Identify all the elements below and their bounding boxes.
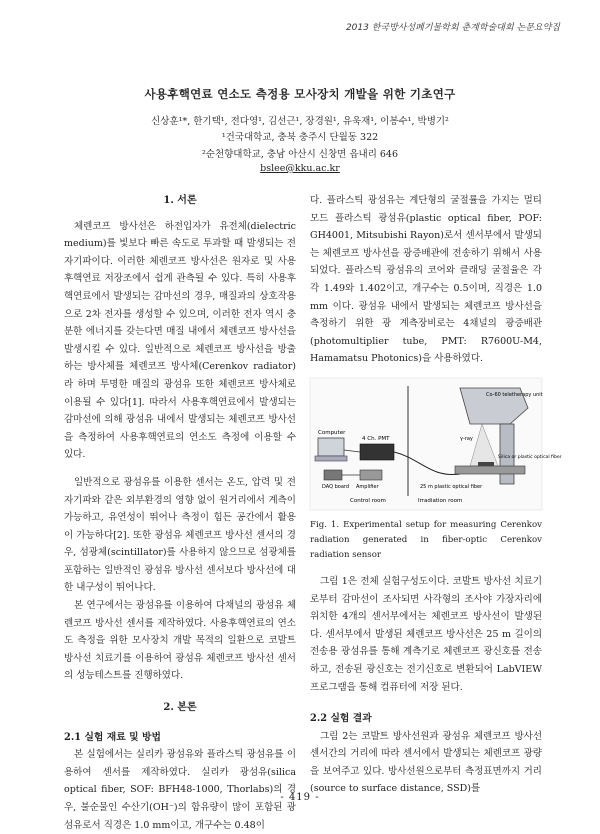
results-paragraph: 그림 2는 코발트 방사선원과 광섬유 체렌코프 방사선 센서간의 거리에 따라 센서에서 발생되는 체렌코프 광량을 보여주고 있다. 방사선원으로부터 측정표면까지 거리 (source to surface distance, SSD)를: [310, 730, 542, 795]
label-control-room: Control room: [350, 497, 386, 504]
subsection-heading-2-2: 2.2 실험 결과: [310, 713, 372, 725]
page-number: - 419 -: [280, 792, 320, 803]
label-cobalt: Co-60 teletherapy unit: [486, 391, 543, 398]
label-daq: DAQ board: [322, 483, 350, 490]
label-computer: Computer: [318, 429, 346, 436]
computer-icon: [318, 438, 344, 456]
section-heading-body: 2. 본론: [163, 702, 197, 714]
conference-header: 2013 한국방사성폐기물학회 춘계학술대회 논문요약집: [345, 23, 560, 33]
figure-caption: Fig. 1. Experimental setup for measuring Cerenkov radiation generated in fiber-optic Cerenkov radiation sensor: [310, 519, 542, 560]
treatment-table: [455, 466, 525, 474]
left-column: [64, 192, 296, 834]
sensor-icon: [478, 462, 494, 466]
label-gamma: γ-ray: [460, 435, 473, 442]
intro-paragraph-1: 체렌코프 방사선은 하전입자가 유전체(dielectric medium)를 빛보다 빠른 속도로 투과할 때 발생되는 전자기파이다. 이러한 체렌코프 방사선은 원자로 및 사용후핵연료 저장조에서 쉽게 관측될 수 있다. 특히 사용후핵연료에서 발생되는 감마선의 경우, 매질과의 상호작용으로 2차 전자를 생성할 수 있으며, 이러한 전자 역시 충분한 에너지를 갖는다면 매질 내에서 체렌코프 방사선을 발생시킬 수 있다. 일반적으로 체렌코프 방사선을 방출하는 방사체를 체렌코프 방사체(Cerenkov radiator)라 하며 투명한 매질의 광섬유 또한 체렌코프 방사체로 이용될 수 있다[1]. 따라서 사용후핵연료에서 발생되는 감마선에 의해 광섬유 내에서 발생되는 체렌코프 방사선을 측정하여 사용후핵연료의 연소도 측정에 이용할 수 있다.: [64, 220, 296, 461]
label-pmt: 4 Ch. PMT: [362, 435, 390, 442]
label-amp: Amplifier: [356, 483, 379, 490]
affiliation-2: ²순천향대학교, 충남 아산시 신창면 읍내리 646: [201, 149, 399, 160]
pmt-icon: [360, 444, 394, 460]
materials-paragraph: 다. 플라스틱 광섬유는 계단형의 굴절률을 가지는 멀티모드 플라스틱 광섬유(plastic optical fiber, POF: GH4001, Mitsubishi Rayon)로서 센서부에서 발생되는 체렌코프 방사선을 광증배관에 전송하기 위해서 사용되었다. 플라스틱 광섬유의 코어와 클래딩 굴절율은 각각 1.49와 1.402이고, 개구수는 0.5이며, 직경은 1.0 mm 이다. 광섬유 내에서 발생되는 체렌코프 방사선을 측정하기 위한 광 계측장비로는 4채널의 광증배관(photomultiplier tube, PMT: R7600U-M4, Hamamatsu Photonics)을 사용하였다.: [310, 195, 542, 365]
right-column: [310, 192, 562, 798]
affiliation-1: ¹건국대학교, 충북 충주시 단월동 322: [221, 132, 379, 143]
setup-paragraph: 그림 1은 전체 실험구성도이다. 코발트 방사선 치료기로부터 감마선이 조사되면 사각형의 조사야 가장자리에 위치한 4개의 센서부에서는 체렌코프 방사선이 발생된다. 센서부에서 발생된 체렌코프 방사선은 25 m 길이의 전송용 광섬유를 통해 계측기로 체렌코프 광신호를 전송하고, 전송된 광신호는 전기신호로 변환되어 LabVIEW 프로그램을 통해 컴퓨터에 저장 된다.: [310, 575, 542, 693]
subsection-heading-2-1: 2.1 실험 재료 및 방법: [64, 731, 161, 743]
amplifier-icon: [360, 470, 382, 480]
setup-diagram: [310, 378, 562, 510]
label-fiber: 25 m plastic optical fiber: [420, 483, 483, 490]
methods-paragraph: 본 실험에서는 실리카 광섬유와 플라스틱 광섬유를 이용하여 센서를 제작하였다. 실리카 광섬유(silica optical fiber, SOF: BFH48-1000, Thorlabs)의 경우, 불순물인 수산기(OH⁻)의 함유량이 많이 포함된 광섬유로서 직경은 1.0 mm이고, 개구수는 0.48이: [64, 749, 296, 831]
intro-paragraph-2: 일반적으로 광섬유를 이용한 센서는 온도, 압력 및 전자기파와 같은 외부환경의 영향 없이 원거리에서 계측이 가능하고, 유연성이 뛰어나 측정이 힘든 공간에서 활용이 가능하다[2]. 또한 광섬유 체렌코프 방사선 센서의 경우, 섬광체(scintillator)를 사용하지 않으므로 섬광체를 포함하는 일반적인 광섬유 방사선 센서보다 방사선에 대한 내구성이 뛰어나다.: [64, 476, 296, 594]
author-list: 신상훈¹*, 한기택¹, 전다영¹, 김선근¹, 장경원¹, 유욱재¹, 이봉수¹, 박병기²: [151, 116, 449, 127]
daq-icon: [324, 470, 342, 480]
contact-email[interactable]: bslee@kku.ac.kr: [260, 163, 340, 174]
paper-title: 사용후핵연료 연소도 측정용 모사장치 개발을 위한 기초연구: [144, 87, 456, 101]
section-heading-intro: 1. 서론: [163, 195, 197, 206]
intro-paragraph-3: 본 연구에서는 광섬유를 이용하여 다채널의 광섬유 체렌코프 방사선 센서를 제작하였다. 사용후핵연료의 연소도 측정을 위한 모사장치 개발 목적의 일환으로 코발트 방사선 치료기를 이용하여 광섬유 체렌코프 방사선 센서의 성능테스트를 진행하였다.: [64, 600, 296, 682]
experimental-setup-figure: [310, 378, 562, 510]
label-irradiation-room: Irradiation room: [418, 497, 463, 504]
label-sensor: Silica or plastic optical fiber: [498, 454, 562, 460]
